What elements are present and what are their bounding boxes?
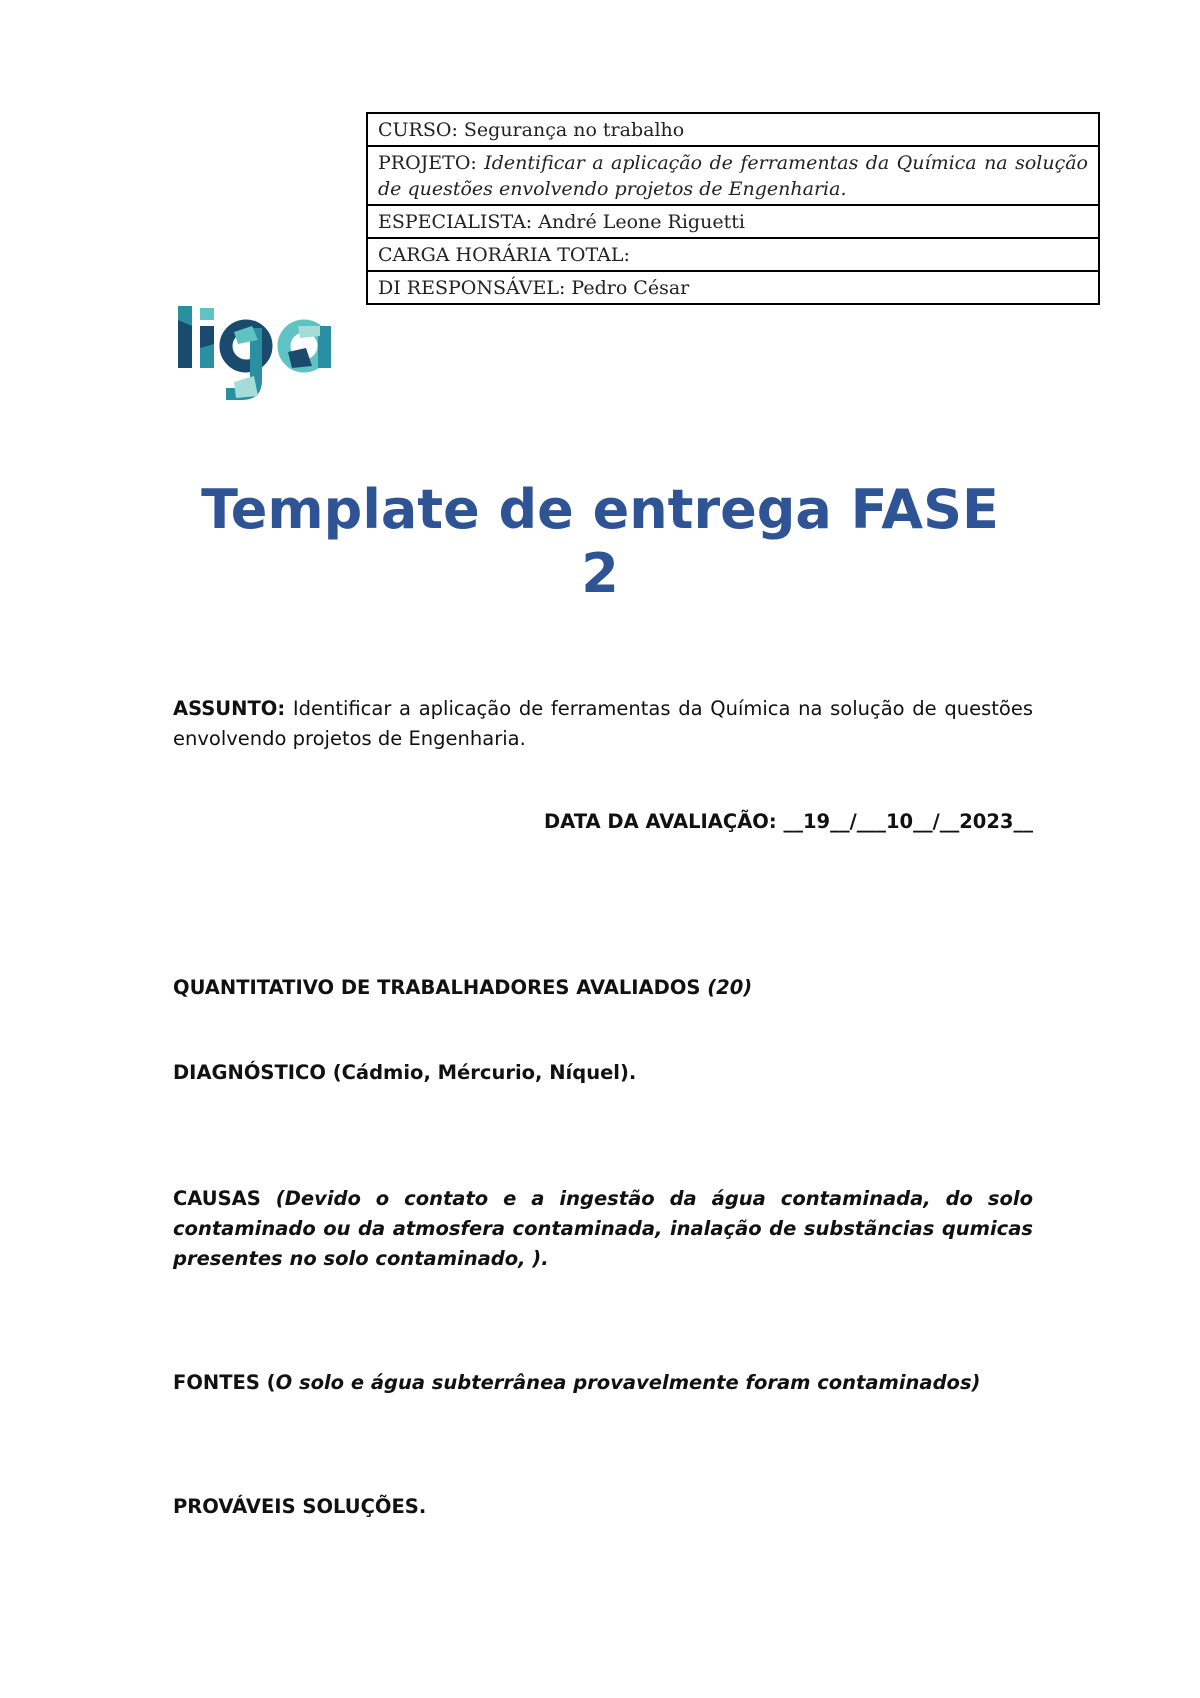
liga-logo — [174, 296, 364, 412]
fontes-paragraph — [173, 1368, 1033, 1398]
page-title — [150, 478, 1050, 606]
carga-horaria-row: CARGA HORÁRIA TOTAL: — [368, 239, 1098, 272]
assunto-label: ASSUNTO: — [173, 697, 286, 720]
fontes-label: FONTES ( — [173, 1371, 276, 1394]
especialista-row: ESPECIALISTA: André Leone Riguetti — [368, 206, 1098, 239]
quantitativo-label: QUANTITATIVO DE TRABALHADORES AVALIADOS — [173, 976, 701, 999]
title-line-1: Template de entrega FASE — [201, 478, 999, 541]
quantitativo-paragraph — [173, 973, 1033, 1003]
projeto-row — [368, 147, 1098, 206]
quantitativo-value: (20) — [707, 976, 753, 999]
projeto-label: PROJETO: — [378, 152, 477, 174]
di-responsavel-row: DI RESPONSÁVEL: Pedro César — [378, 277, 690, 299]
curso-row: CURSO: Segurança no trabalho — [368, 114, 1098, 147]
assunto-text: Identificar a aplicação de ferramentas da Química na solução de questões envolvendo projetos de Engenharia. — [173, 697, 1034, 750]
course-info-table — [366, 112, 1100, 305]
provaveis-solucoes: PROVÁVEIS SOLUÇÕES. — [173, 1495, 427, 1518]
assunto-paragraph — [173, 694, 1033, 754]
data-avaliacao: DATA DA AVALIAÇÃO: __19__/___10__/__2023__ — [543, 810, 1033, 833]
causas-paragraph — [173, 1184, 1033, 1274]
causas-text: (Devido o contato e a ingestão da água contaminada, do solo contaminado ou da atmosfera contaminada, inalação de substãncias qumicas presentes no solo contaminado, ). — [173, 1187, 1033, 1270]
title-line-2: 2 — [581, 542, 619, 605]
fontes-text: O solo e água subterrânea provavelmente foram contaminados) — [275, 1371, 981, 1394]
projeto-value: Identificar a aplicação de ferramentas da Química na solução de questões envolvendo projetos de Engenharia. — [378, 152, 1088, 200]
causas-label: CAUSAS — [173, 1187, 261, 1210]
diagnostico-paragraph: DIAGNÓSTICO (Cádmio, Mércurio, Níquel). — [173, 1061, 637, 1084]
